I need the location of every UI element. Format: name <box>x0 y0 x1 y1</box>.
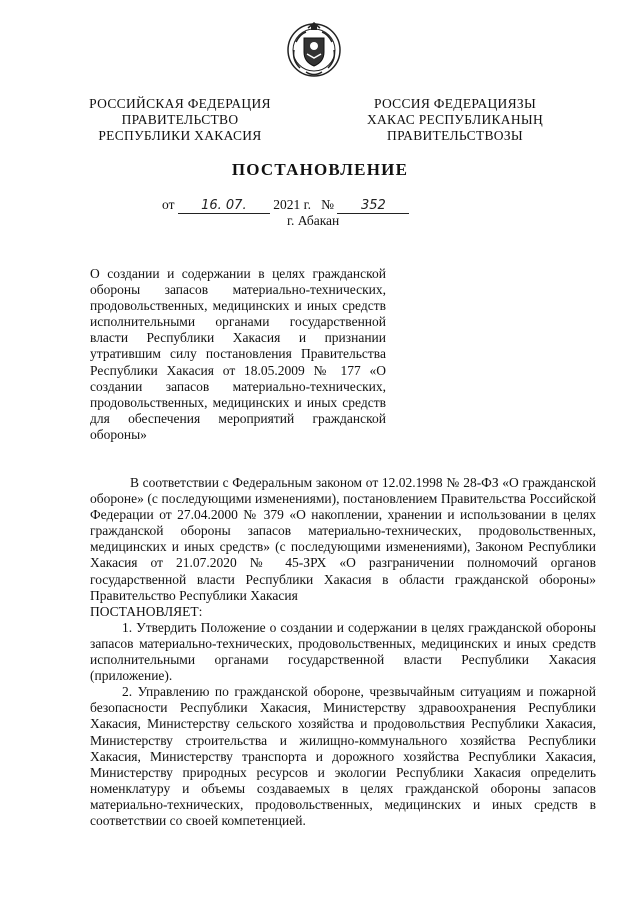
item-1-paragraph: 1. Утвердить Положение о создании и содержании в целях гражданской обороны запасов материально-технических, продовольственных, медицинских и иных средств исполнительными органами государственной власти Республики Хакасия (приложение). <box>90 619 596 684</box>
header-left-line-2: ПРАВИТЕЛЬСТВО <box>121 112 239 127</box>
city-label: г. Абакан <box>287 213 340 228</box>
header-right-line-3: ПРАВИТЕЛЬСТВОЗЫ <box>387 128 523 143</box>
date-prefix: от <box>162 197 175 212</box>
decree-word: ПОСТАНОВЛЯЕТ: <box>90 603 203 619</box>
header-right-block <box>355 96 555 144</box>
header-right-line-1: РОССИЯ ФЕДЕРАЦИЯЗЫ <box>373 96 537 111</box>
number-value: 352 <box>337 199 409 214</box>
item-2-paragraph: 2. Управлению по гражданской обороне, чрезвычайным ситуациям и пожарной безопасности Республики Хакасия, Министерству здравоохранения Республики Хакасия, Министерству сельского хозяйства и продовольствия Республики Хакасия, Министерству строительства и жилищно-коммунального хозяйства Республики Хакасия, Министерству транспорта и дорожного хозяйства Республики Хакасия, Министерству природных ресурсов и экологии Республики Хакасия определить номенклатуру и объемы создаваемых в целях гражданской обороны запасов материально-технических, продовольственных, медицинских и иных средств в соответствии со своей компетенцией. <box>90 684 596 828</box>
header-left-block <box>80 96 280 144</box>
date-year: 2021 г. <box>273 197 311 212</box>
preamble-paragraph: В соответствии с Федеральным законом от 12.02.1998 № 28-ФЗ «О гражданской обороне» (с последующими изменениями), постановлением Правительства Российской Федерации от 27.04.2000 № 379 «О накоплении, хранении и использовании в целях гражданской обороны запасов материально-технических, продовольственных, медицинских и иных средств» (с последующими изменениями), Законом Республики Хакасия от 21.07.2020 № 45-ЗРХ «О разграничении полномочий органов государственной власти Республики Хакасия в области гражданской обороны» Правительство Республики Хакасия <box>90 475 596 603</box>
document-body <box>90 475 596 829</box>
number-label: № <box>321 197 335 212</box>
header-left-line-3: РЕСПУБЛИКИ ХАКАСИЯ <box>98 128 262 143</box>
header-left-line-1: РОССИЙСКАЯ ФЕДЕРАЦИЯ <box>89 96 271 111</box>
document-title: ПОСТАНОВЛЕНИЕ <box>231 160 409 179</box>
header-right-line-2: ХАКАС РЕСПУБЛИКАНЫҢ <box>366 112 544 127</box>
date-number-line <box>162 197 409 214</box>
coat-of-arms-emblem-icon <box>286 20 342 80</box>
date-value: 16. 07. <box>178 199 270 214</box>
document-subject: О создании и содержании в целях гражданской обороны запасов материально-технических, продовольственных, медицинских и иных средств исполнительными органами государственной власти Республики Хакасия и признании утратившим силу постановления Правительства Республики Хакасия от 18.05.2009 № 177 «О создании запасов материально-технических, продовольственных, медицинских и иных средств для обеспечения мероприятий гражданской обороны» <box>90 266 386 442</box>
